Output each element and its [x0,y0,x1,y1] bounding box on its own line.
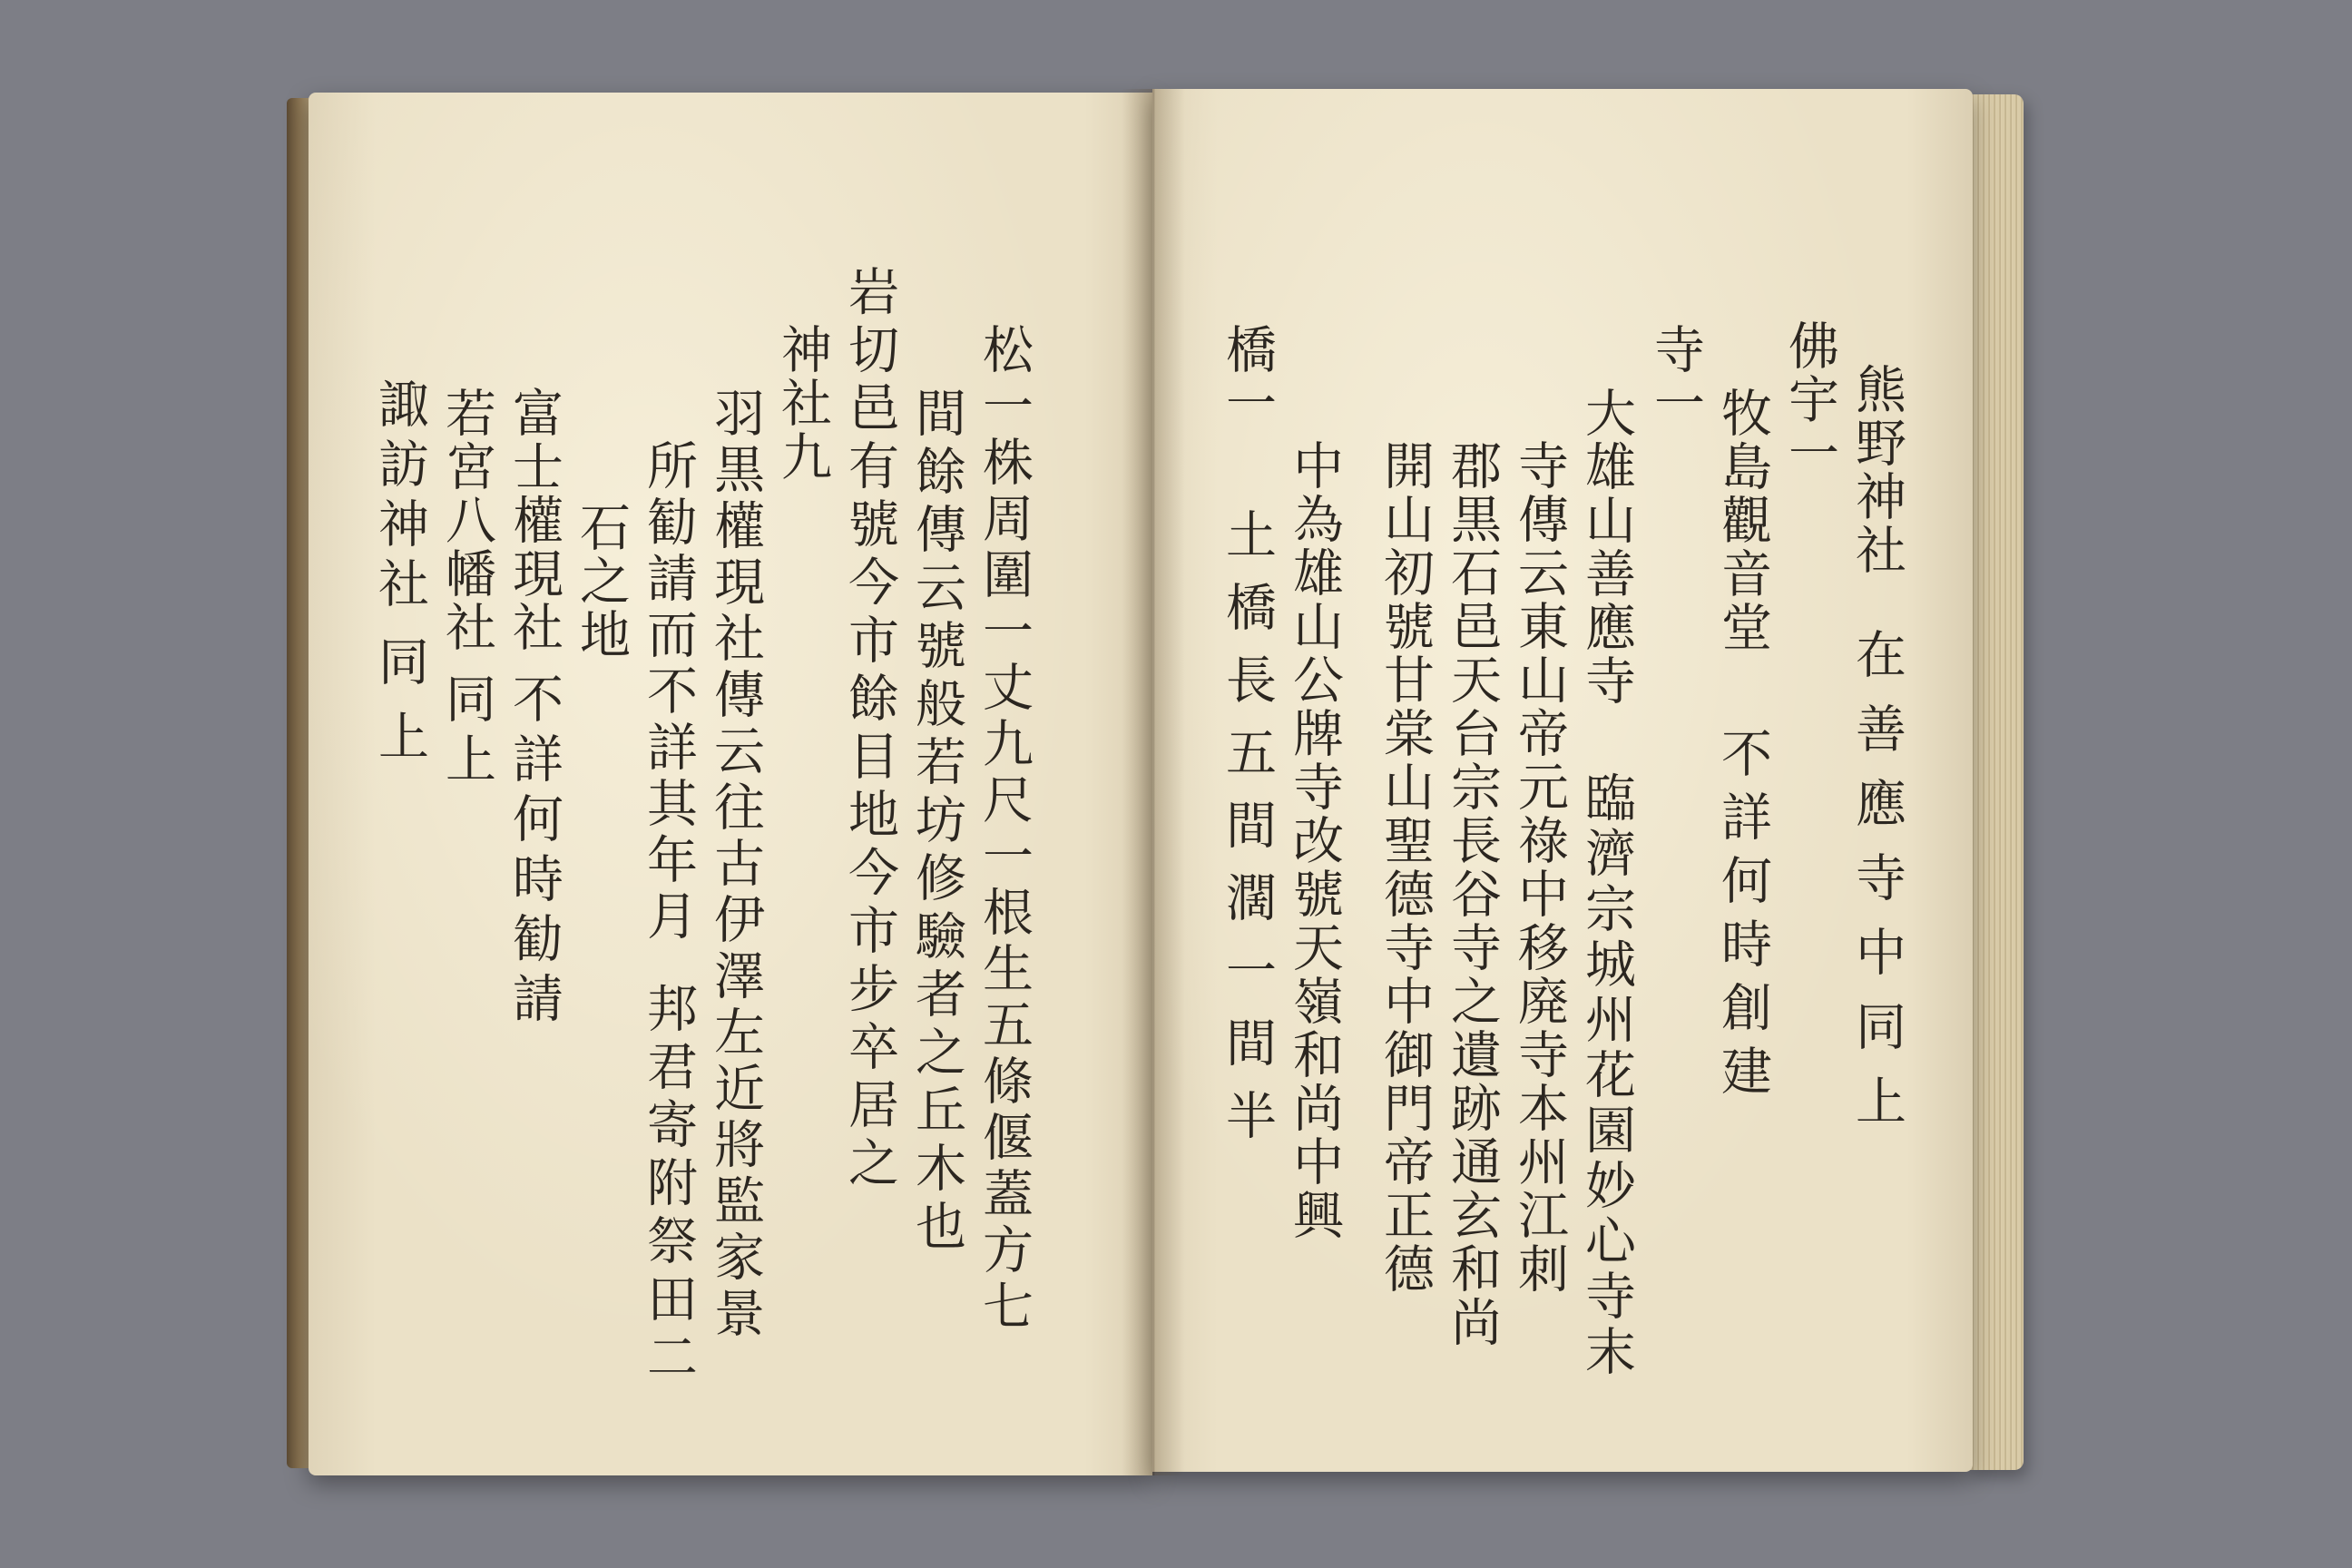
column-note-text: 在善應寺中同上 [1847,628,1906,1149]
column-note-text: 臨濟宗城州花園妙心寺末 [1577,771,1636,1380]
column-main-text: 寺傳云東山帝元祿中移廃寺本州江刺 [1510,439,1569,1296]
column-main-text: 牧島觀音堂 [1713,387,1772,654]
text-column [1376,439,1435,1296]
text-column [1577,387,1636,1380]
column-note-text: 不詳何時創建 [1713,727,1772,1108]
column-main-text: 橋一 [1218,323,1277,430]
column-main-text: 諏訪神社 [370,377,429,617]
column-main-text: 羽黒權現社傳云往古伊澤左近將監家景 [706,387,765,1343]
column-note-text: 同上 [437,672,496,792]
column-main-text: 大雄山善應寺 [1577,387,1636,708]
column-main-text: 寺一 [1646,323,1705,430]
column-main-text: 郡黒石邑天台宗長谷寺之遺跡通玄和尚 [1443,439,1502,1349]
column-main-text: 所勧請而不詳其年月 [639,439,698,946]
text-column [840,265,899,1194]
text-column [975,323,1034,1336]
column-main-text: 岩切邑有號今市餘目地今市步卒居之 [840,265,899,1194]
text-column [572,501,631,662]
column-main-text: 開山初號甘棠山聖德寺中御門帝正德 [1376,439,1435,1296]
text-column [1780,319,1839,480]
column-main-text: 佛宇一 [1780,319,1839,480]
column-main-text: 間餘傳云號般若坊修驗者之丘木也 [907,387,966,1258]
text-column [1285,439,1344,1242]
text-column [1218,508,1277,1161]
column-main-text: 若宮八幡社 [437,387,496,654]
text-column [1443,439,1502,1349]
column-main-text: 松一株周圍一丈九尺一根生五條偃蓋方七 [975,323,1034,1336]
column-note-text: 不詳何時勧請 [505,672,564,1032]
text-column [370,377,429,784]
text-column [505,387,564,1032]
text-column [1510,439,1569,1296]
text-column [1713,387,1772,1108]
text-column [706,387,765,1343]
column-main-text: 熊野神社 [1847,363,1906,577]
column-note-text: 同上 [370,635,429,784]
column-note-text: 邦君寄附祭田二 [639,982,698,1388]
text-column [1646,323,1705,430]
column-main-text: 石之地 [572,501,631,662]
text-column [437,387,496,792]
text-column [1847,363,1906,1149]
book-right-page-stack [1969,94,2024,1470]
column-main-text: 富士權現社 [505,387,564,654]
text-column [773,323,832,484]
book-gutter [1122,89,1185,1475]
text-column [907,387,966,1258]
column-main-text: 土橋長五間濶一間半 [1218,508,1277,1161]
text-column [1218,323,1277,430]
text-column [639,439,698,1388]
column-main-text: 神社九 [773,323,832,484]
column-main-text: 中為雄山公牌寺改號天嶺和尚中興 [1285,439,1344,1242]
